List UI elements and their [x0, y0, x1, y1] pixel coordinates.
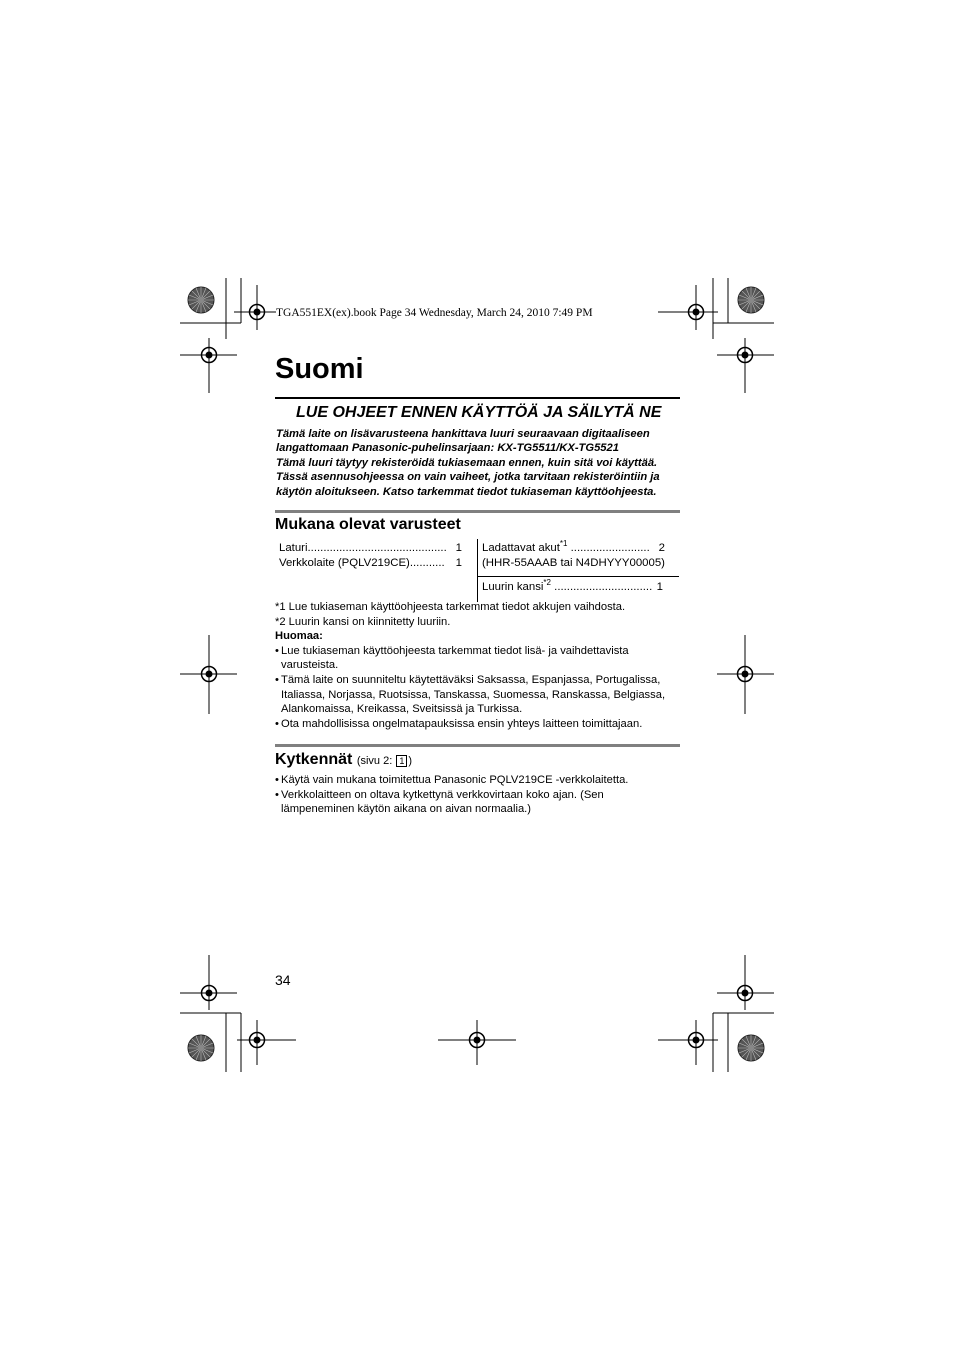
intro-line: Tässä asennusohjeessa on vain vaiheet, jotka tarvitaan rekisteröintiin ja [276, 471, 660, 484]
page-title: Suomi [275, 353, 364, 385]
connections-heading [275, 751, 412, 769]
intro-line: Tämä luuri täytyy rekisteröidä tukiasemaan ennen, kuin sitä voi käyttää. [276, 456, 658, 469]
footnote-ref: *1 [559, 539, 568, 548]
intro-line: Tämä laite on lisävarusteena hankittava luuri seuraavaan digitaaliseen [276, 428, 650, 440]
accessory-item [279, 556, 462, 571]
footnotes [275, 600, 665, 731]
footnote: *2 Luurin kansi on kiinnitetty luuriin. [275, 615, 451, 628]
accessories-heading: Mukana olevat varusteet [275, 516, 461, 533]
accessory-item [482, 541, 665, 571]
table-divider-vertical [477, 539, 478, 602]
note-item-continued: lämpeneminen käytön aikana on aivan normaalia.) [281, 803, 532, 816]
section-divider [275, 744, 680, 747]
section-divider [275, 510, 680, 513]
accessory-label: Luurin kansi [482, 581, 544, 593]
note-item-continued: varusteista. [281, 659, 339, 672]
note-item: • Tämä laite on suunniteltu käytettäväksi Saksassa, Espanjassa, Portugalissa, [275, 673, 665, 688]
note-item-continued: Alankomaissa, Kreikassa, Sveitsissä ja Turkissa. [281, 703, 523, 716]
note-item: • Ota mahdollisissa ongelmatapauksissa ensin yhteys laitteen toimittajaan. [275, 717, 665, 732]
accessory-item [482, 580, 663, 595]
note-item: • Lue tukiaseman käyttöohjeesta tarkemmat tiedot lisä- ja vaihdettavista [275, 644, 665, 659]
accessory-label: Verkkolaite (PQLV219CE)........... [279, 557, 445, 569]
accessory-sub: (HHR-55AAAB tai N4DHYYY00005) [482, 557, 665, 569]
accessory-qty: 1 [455, 557, 462, 569]
page-number: 34 [275, 972, 291, 988]
warning-heading: LUE OHJEET ENNEN KÄYTTÖÄ JA SÄILYTÄ NE [296, 404, 662, 421]
note-label: Huomaa: [275, 630, 323, 643]
print-header: TGA551EX(ex).book Page 34 Wednesday, March 24, 2010 7:49 PM [276, 307, 593, 319]
accessory-label: Ladattavat akut [482, 542, 560, 554]
accessory-qty: 1 [656, 581, 663, 593]
intro-line: käytön aloitukseen. Katso tarkemmat tiedot tukiaseman käyttöohjeesta. [276, 485, 657, 498]
footnote: *1 Lue tukiaseman käyttöohjeesta tarkemmat tiedot akkujen vaihdosta. [275, 601, 626, 613]
connections-title: Kytkennät [275, 751, 353, 768]
intro-paragraph [276, 427, 681, 499]
page-reference: (sivu 2: 1 ) [356, 755, 412, 767]
footnote-ref: *2 [543, 578, 551, 587]
note-item-continued: Italiassa, Norjassa, Ruotsissa, Tanskassa, Suomessa, Ranskassa, Belgiassa, [281, 688, 666, 701]
intro-line: langattomaan Panasonic-puhelinsarjaan: KX-TG5511/KX-TG5521 [276, 442, 619, 455]
note-item: • Verkkolaitteen on oltava kytkettynä verkkovirtaan koko ajan. (Sen [275, 788, 628, 803]
accessory-qty: 1 [455, 542, 462, 554]
connections-notes [275, 773, 628, 817]
accessory-item [279, 541, 462, 556]
leader-dots: ............................... [550, 581, 653, 593]
figure-number-box: 1 [396, 755, 407, 767]
title-divider [275, 397, 680, 399]
accessories-left-column [279, 541, 462, 571]
accessory-label: Laturi............................................ [279, 542, 447, 554]
note-item: • Käytä vain mukana toimitettua Panasonic PQLV219CE -verkkolaitetta. [275, 773, 628, 788]
accessory-qty: 2 [658, 542, 665, 554]
table-divider-horizontal [477, 576, 679, 577]
leader-dots: ......................... [567, 542, 650, 554]
